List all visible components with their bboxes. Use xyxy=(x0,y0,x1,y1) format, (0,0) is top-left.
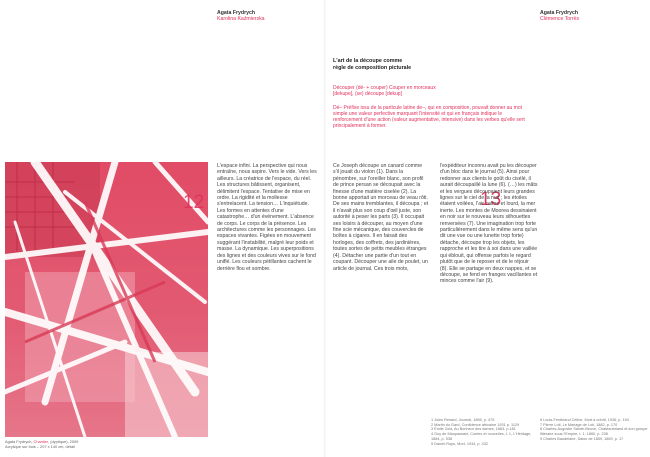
right-author-block xyxy=(540,10,579,23)
artwork-caption xyxy=(5,440,205,449)
footnotes-column-1 xyxy=(431,418,535,446)
footnote-item: 9 Charles Baudelaire, Salon de 1859, 1869, p. 17 xyxy=(540,436,624,441)
footnote-item: 3 Émile Zola, Au Bonheur des dames, 1883, p.181 xyxy=(431,427,516,432)
right-author-sub: Clémence Torrès xyxy=(540,16,580,23)
prefix-definition: Dé– Préfixe issu de la particule latine de–, qui en composition, pouvait donner au mot simple une valeur perfective marquant l'intensité et qui en français indique le renforcement d'une action (valeur augmentative, intensive) dans les verbes qu'elle sert principalement à former. xyxy=(333,105,525,130)
definition-pronunciation xyxy=(333,91,473,97)
footnote-item: 6 Louis-Ferdinand Céline, Mort à crédit, 1936, p. 194 xyxy=(540,418,629,422)
chapter-title xyxy=(333,58,483,71)
text-column-2: Ce Joseph découpe un canard comme s'il jouait du violon (1). Dans la pénombre, sur l'oreiller blanc, son profil de prince persan se découpait avec la finesse d'une matière ciselée (2). La bonne apportait un morceau de veau rôti. De ses mains tremblantes, il découpa ; et il n'avait plus son coup d'œil juste, son autorité à peser les parts (3). Il occupait ses loisirs à découper, au moyen d'une fine scie mécanique, des couvercles de boîtes à cigares. Il en faisait des horloges, des coffrets, des jardinières, toutes sortes de petits meubles étranges (4). Détacher une partie d'un tout en coupant. Découper une aile de poulet, un article de journal. Ces trois mots, xyxy=(333,163,429,272)
ref-link-2: dekup xyxy=(386,91,401,98)
text-column-1: L'espace infini. La perspective qui nous entraîne, nous aspire. Vers le vide. Vers les ailleurs. La créatrice de l'espace, du réel. Les structures bâtissent, organisent, délimitent l'espace. Tentative de mise en ordre. La rigidité et la mollesse s'entrelacent. La tension… L'inquiétude. Les formes en attentes d'une catastrophe… d'un événement. L'absence de corps. Le corps de la présence. Les architectures comme les personnages. Les espaces vivantes. Figées en mouvement suggérant l'instabilité, malgré leur poids et masse. La dynamique. Les superpositions des lignes et des couleurs vives sur le fond uniflé. Les couleurs pétillantes cachent le derrière flou et sombre. xyxy=(217,163,317,272)
footnote-item: 1 Jules Renard, Journal, 1898, p. 479 xyxy=(431,418,495,422)
right-author-name: Agata Frydrych xyxy=(540,10,579,16)
caption-prefix: Agata Frydrych, xyxy=(5,439,34,444)
ref-mid: ], (se) découpe [ xyxy=(350,91,387,98)
left-author-name: Agata Frydrych xyxy=(217,10,256,16)
caption-suffix: , (dyptique), 2009 xyxy=(48,439,79,444)
text-column-3: l'expéditeur inconnu avait pu les découper d'un bloc dans le journal (5). Ainsi pour redonner aux clients le goût du cisélé, il aurait découpaillé la lune (6). (…) les mâts et les vergues découpaient leurs grandes lignes sur le ciel de la nuit ; les étoiles étaient voilées, l'air calme et lourd, la mer inerte. Les montes de Moorea dessinaient en noir sur le nouveau leurs silhouettes renversées (7). Une imagination trop forte particulièrement dans le même sens qu'un dit une vue ou une lunette trop forte) détache, découpe trop les objets, les rapproche et les tire à soi dans une vaillée qui éblouit, qui offense parfois le regard plutôt que de le reposer et de le réjouir (8). Elle se partage en deux nappes, et se découpe, se fend en franges vacillantes et minces comme l'air (9). xyxy=(440,163,538,285)
footnotes-column-2 xyxy=(540,418,648,442)
definition-block xyxy=(333,85,473,97)
page-gutter xyxy=(324,0,326,457)
footnote-item: 5 Daniel-Rops, Mort, 1934, p. 432 xyxy=(431,441,488,446)
left-author-sub: Karolina Kaźmierska xyxy=(217,16,265,23)
left-author-block xyxy=(217,10,265,23)
page-number-right: 13 xyxy=(480,189,502,210)
artwork-image xyxy=(5,162,208,437)
footnote-item: 2 Martin du Gard, Confidence africaine 1931 p. 1129 xyxy=(431,422,520,427)
footnote-item: 7 Pierre Loti, Le Mariage de Loti, 1882, p. 170 xyxy=(540,422,618,427)
title-line-2: règle de composition picturale xyxy=(333,64,412,71)
caption-line-2: Acrylique sur bois – 207 x 140 cm, détail xyxy=(5,443,75,449)
title-line-1: L'art de la découpe comme xyxy=(333,58,403,64)
artwork-painting xyxy=(5,162,208,437)
caption-title: Chantier xyxy=(33,439,49,444)
ref-prefix: [ xyxy=(333,91,335,98)
ref-link-1: dekupe xyxy=(334,91,351,98)
ref-suffix: ] xyxy=(400,91,402,98)
footnote-item: 4 Guy de Maupassant, Contes et nouvelles, t. 1, L'Héritage, 1884, p. 538 xyxy=(431,432,532,441)
footnote-item: 8 Charles-Augustin Sainte-Beuve, Chateaubriand et son groupe littéraire sous l'Empire, t. 1, 1860, p. 238 xyxy=(540,427,648,437)
page-number-left: 12 xyxy=(183,192,205,213)
definition-line: Découper (dé- + couper) Couper en morceaux xyxy=(333,85,436,91)
